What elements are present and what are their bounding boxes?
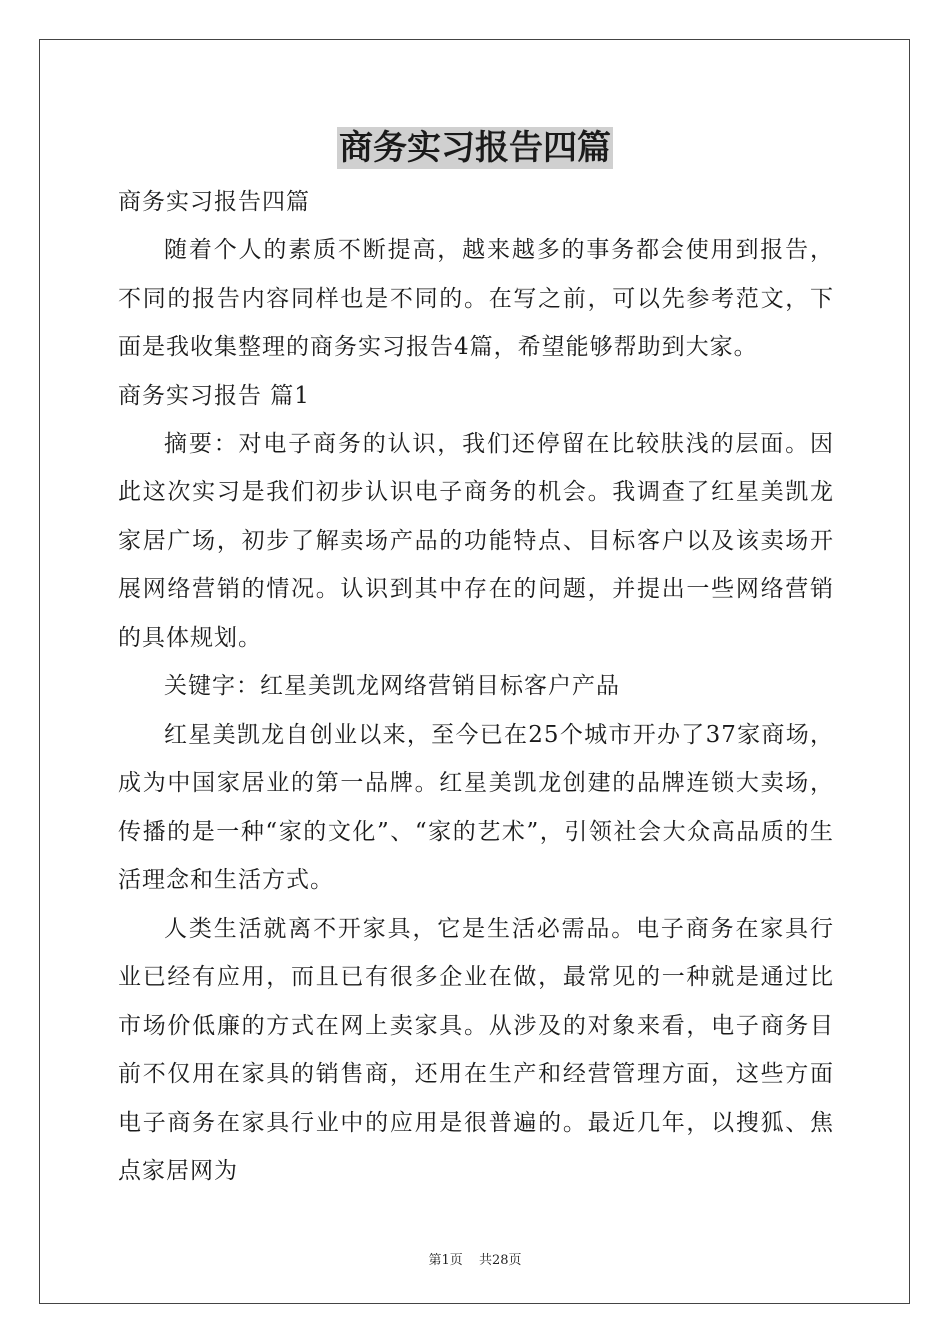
intro-paragraph: 随着个人的素质不断提高，越来越多的事务都会使用到报告，不同的报告内容同样也是不同的。在写之前，可以先参考范文，下面是我收集整理的商务实习报告4篇，希望能够帮助到大家。 xyxy=(118,237,834,360)
page-total: 共28页 xyxy=(478,1253,522,1268)
body-paragraph-2: 人类生活就离不开家具，它是生活必需品。电子商务在家具行业已经有应用，而且已有很多企业在做，最常见的一种就是通过比市场价低廉的方式在网上卖家具。从涉及的对象来看，电子商务目前不仅用在家具的销售商，还用在生产和经营管理方面，这些方面电子商务在家具行业中的应用是很普遍的。最近几年，以搜狐、焦点家居网为 xyxy=(118,915,834,1184)
section-heading: 商务实习报告 篇1 xyxy=(118,382,310,409)
document-subtitle: 商务实习报告四篇 xyxy=(118,189,310,215)
document-body xyxy=(118,178,834,1196)
body-paragraph-1: 红星美凯龙自创业以来，至今已在25个城市开办了37家商场，成为中国家居业的第一品牌。红星美凯龙创建的品牌连锁大卖场，传播的是一种“家的文化”、“家的艺术”，引领社会大众高品质的生活理念和生活方式。 xyxy=(118,721,834,893)
abstract-paragraph: 摘要：对电子商务的认识，我们还停留在比较肤浅的层面。因此这次实习是我们初步认识电子商务的机会。我调查了红星美凯龙家居广场，初步了解卖场产品的功能特点、目标客户以及该卖场开展网络营销的情况。认识到其中存在的问题，并提出一些网络营销的具体规划。 xyxy=(118,430,834,651)
page-number: 第1页 xyxy=(428,1253,463,1268)
page-footer xyxy=(0,1249,950,1268)
title-container xyxy=(0,127,950,169)
keywords-paragraph: 关键字：红星美凯龙网络营销目标客户产品 xyxy=(164,673,620,699)
document-title: 商务实习报告四篇 xyxy=(339,128,611,168)
